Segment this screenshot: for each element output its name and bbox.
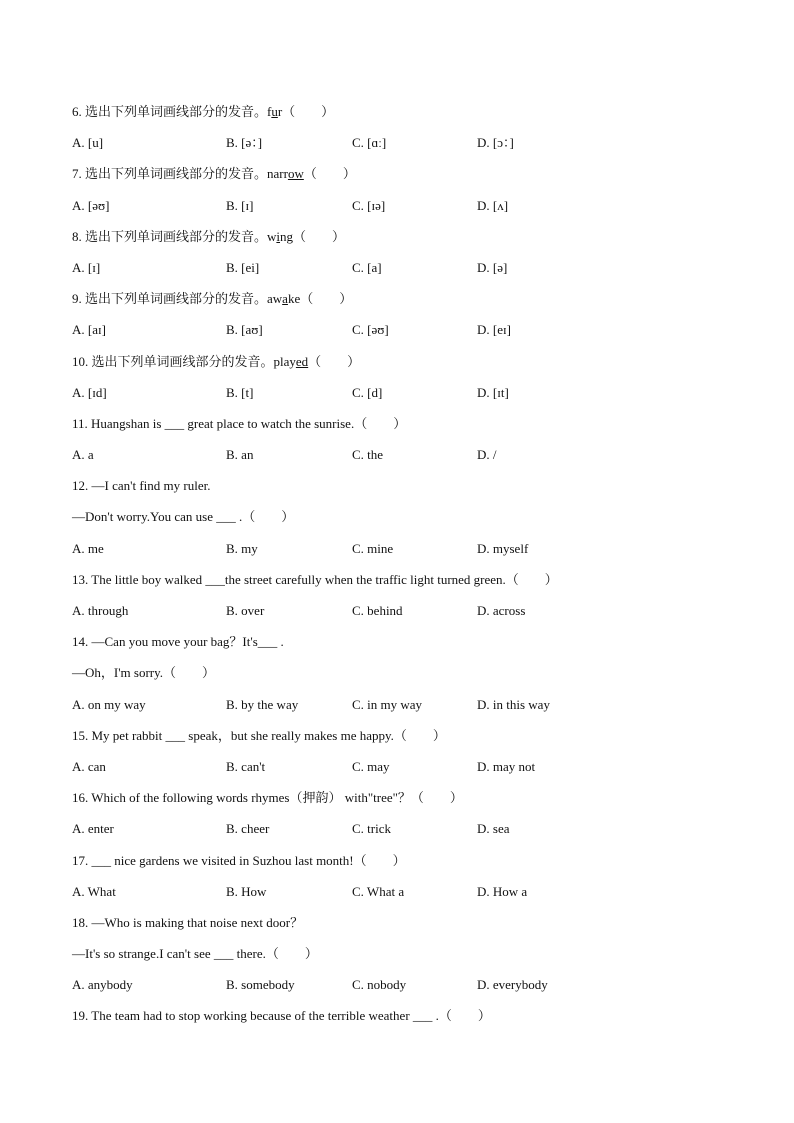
option-d[interactable]: D. in this way	[477, 696, 550, 712]
option-d[interactable]: D. everybody	[477, 977, 548, 993]
question-stem	[72, 569, 752, 600]
question-item	[72, 288, 752, 350]
option-b[interactable]: B. by the way	[226, 696, 299, 712]
question-stem	[72, 662, 752, 693]
option-c[interactable]: C. nobody	[352, 977, 407, 993]
option-b[interactable]: B. over	[226, 603, 265, 618]
stem-text: ke（ ）	[287, 291, 353, 307]
option-b[interactable]: B. an	[226, 447, 254, 463]
option-d[interactable]: D. myself	[477, 540, 529, 556]
option-d[interactable]: D. [ʌ]	[477, 197, 509, 213]
question-stem	[72, 725, 752, 756]
question-item	[72, 475, 752, 569]
question-stem	[72, 912, 752, 943]
stem-text: （ ）	[303, 166, 356, 182]
question-sheet	[72, 101, 752, 1037]
stem-text: 6. 选出下列单词画线部分的发音。f	[72, 104, 272, 119]
question-stem	[72, 163, 752, 194]
option-d[interactable]: D. [eɪ]	[477, 322, 511, 338]
option-b[interactable]: B. cheer	[226, 821, 270, 837]
option-b[interactable]: B. How	[226, 883, 267, 899]
option-d[interactable]: D. How a	[477, 883, 528, 899]
option-a[interactable]: A. can	[72, 758, 106, 774]
answer-options	[72, 881, 752, 912]
option-a[interactable]: A. on my way	[72, 696, 146, 712]
question-item	[72, 725, 752, 787]
question-stem	[72, 226, 752, 257]
option-b[interactable]: B. [aʊ]	[226, 322, 263, 338]
option-b[interactable]: B. can't	[226, 758, 266, 774]
option-c[interactable]: C. What a	[352, 883, 405, 899]
answer-options	[72, 382, 752, 413]
option-a[interactable]: A. enter	[72, 821, 114, 837]
answer-options	[72, 818, 752, 849]
answer-options	[72, 974, 752, 1005]
option-c[interactable]: C. in my way	[352, 696, 423, 712]
underlined-letters: a	[282, 291, 288, 307]
stem-text: 12. —I can't find my ruler.	[72, 478, 211, 494]
underlined-letters: u	[271, 104, 278, 119]
option-a[interactable]: A. [aɪ]	[72, 322, 106, 338]
option-d[interactable]: D. across	[477, 603, 526, 618]
question-item	[72, 787, 752, 849]
option-a[interactable]: A. [u]	[72, 135, 104, 151]
question-stem	[72, 506, 752, 537]
option-a[interactable]: A. [ɪ]	[72, 259, 101, 275]
option-d[interactable]: D. [ɪt]	[477, 384, 509, 400]
option-c[interactable]: C. [a]	[352, 259, 382, 275]
underlined-letters: ow	[287, 166, 304, 182]
question-stem	[72, 850, 752, 881]
option-b[interactable]: B. [ə：]	[226, 135, 263, 151]
answer-options	[72, 195, 752, 226]
option-c[interactable]: C. may	[352, 758, 390, 774]
question-stem	[72, 351, 752, 382]
question-item	[72, 569, 752, 631]
option-c[interactable]: C. behind	[352, 603, 403, 618]
answer-options	[72, 132, 752, 163]
question-item	[72, 413, 752, 475]
option-d[interactable]: D. /	[477, 447, 497, 463]
question-stem	[72, 413, 752, 444]
answer-options	[72, 257, 752, 288]
stem-text: r（ ）	[277, 104, 335, 119]
option-a[interactable]: A. anybody	[72, 977, 133, 993]
answer-options	[72, 756, 752, 787]
stem-text: （ ）	[308, 353, 361, 369]
stem-text: 13. The little boy walked ___the street carefully when the traffic light turned green.（ ）	[72, 571, 558, 587]
option-b[interactable]: B. my	[226, 540, 258, 556]
question-item	[72, 351, 752, 413]
underlined-letters: ed	[295, 353, 309, 369]
option-b[interactable]: B. [ei]	[226, 259, 260, 275]
question-stem	[72, 101, 752, 132]
question-item	[72, 226, 752, 288]
question-item	[72, 631, 752, 725]
answer-options	[72, 600, 752, 631]
stem-text: 19. The team had to stop working because of the terrible weather ___ .（ ）	[72, 1008, 491, 1024]
stem-text: 14. —Can you move your bag？It's___ .	[72, 634, 284, 650]
question-item	[72, 1005, 752, 1036]
stem-text: ng（ ）	[280, 228, 346, 244]
stem-text: 16. Which of the following words rhymes（押韵） with"tree"？（ ）	[72, 790, 463, 806]
answer-options	[72, 444, 752, 475]
option-b[interactable]: B. somebody	[226, 977, 295, 993]
stem-text: 15. My pet rabbit ___ speak，but she really makes me happy.（ ）	[72, 727, 446, 743]
stem-text: 10. 选出下列单词画线部分的发音。play	[72, 353, 296, 369]
stem-text: 18. —Who is making that noise next door？	[72, 914, 304, 930]
answer-options	[72, 694, 752, 725]
option-a[interactable]: A. me	[72, 540, 104, 556]
stem-text: 9. 选出下列单词画线部分的发音。aw	[72, 291, 283, 307]
option-b[interactable]: B. [ɪ]	[226, 197, 254, 213]
option-c[interactable]: C. [d]	[352, 384, 383, 400]
option-a[interactable]: A. [əʊ]	[72, 197, 110, 213]
question-stem	[72, 288, 752, 319]
question-stem	[72, 1005, 752, 1036]
option-d[interactable]: D. sea	[477, 821, 510, 837]
question-item	[72, 850, 752, 912]
question-stem	[72, 475, 752, 506]
option-d[interactable]: D. [ə]	[477, 259, 508, 275]
stem-text: 17. ___ nice gardens we visited in Suzhou last month!（ ）	[72, 852, 406, 868]
option-a[interactable]: A. What	[72, 883, 116, 899]
option-a[interactable]: A. through	[72, 603, 129, 618]
question-item	[72, 101, 752, 163]
option-c[interactable]: C. [ɪə]	[352, 197, 386, 213]
question-item	[72, 912, 752, 1006]
option-a[interactable]: A. a	[72, 447, 94, 463]
option-c[interactable]: C. [ɑː]	[352, 135, 387, 151]
stem-text: 7. 选出下列单词画线部分的发音。narr	[72, 166, 288, 182]
question-stem	[72, 943, 752, 974]
option-c[interactable]: C. the	[352, 447, 384, 463]
stem-text: —Oh，I'm sorry.（ ）	[72, 665, 216, 681]
stem-text: 8. 选出下列单词画线部分的发音。w	[72, 228, 277, 244]
underlined-letters: i	[276, 228, 281, 244]
option-c[interactable]: C. mine	[352, 540, 394, 556]
option-a[interactable]: A. [ɪd]	[72, 384, 107, 400]
question-item	[72, 163, 752, 225]
answer-options	[72, 538, 752, 569]
stem-text: —Don't worry.You can use ___ .（ ）	[72, 509, 295, 525]
question-stem	[72, 787, 752, 818]
stem-text: 11. Huangshan is ___ great place to watch the sunrise.（ ）	[72, 415, 407, 431]
option-c[interactable]: C. [əʊ]	[352, 322, 389, 338]
answer-options	[72, 319, 752, 350]
question-stem	[72, 631, 752, 662]
option-c[interactable]: C. trick	[352, 821, 391, 837]
option-b[interactable]: B. [t]	[226, 384, 254, 400]
option-d[interactable]: D. may not	[477, 758, 536, 774]
stem-text: —It's so strange.I can't see ___ there.（ ）	[72, 946, 318, 962]
option-d[interactable]: D. [ɔ：]	[477, 135, 514, 151]
